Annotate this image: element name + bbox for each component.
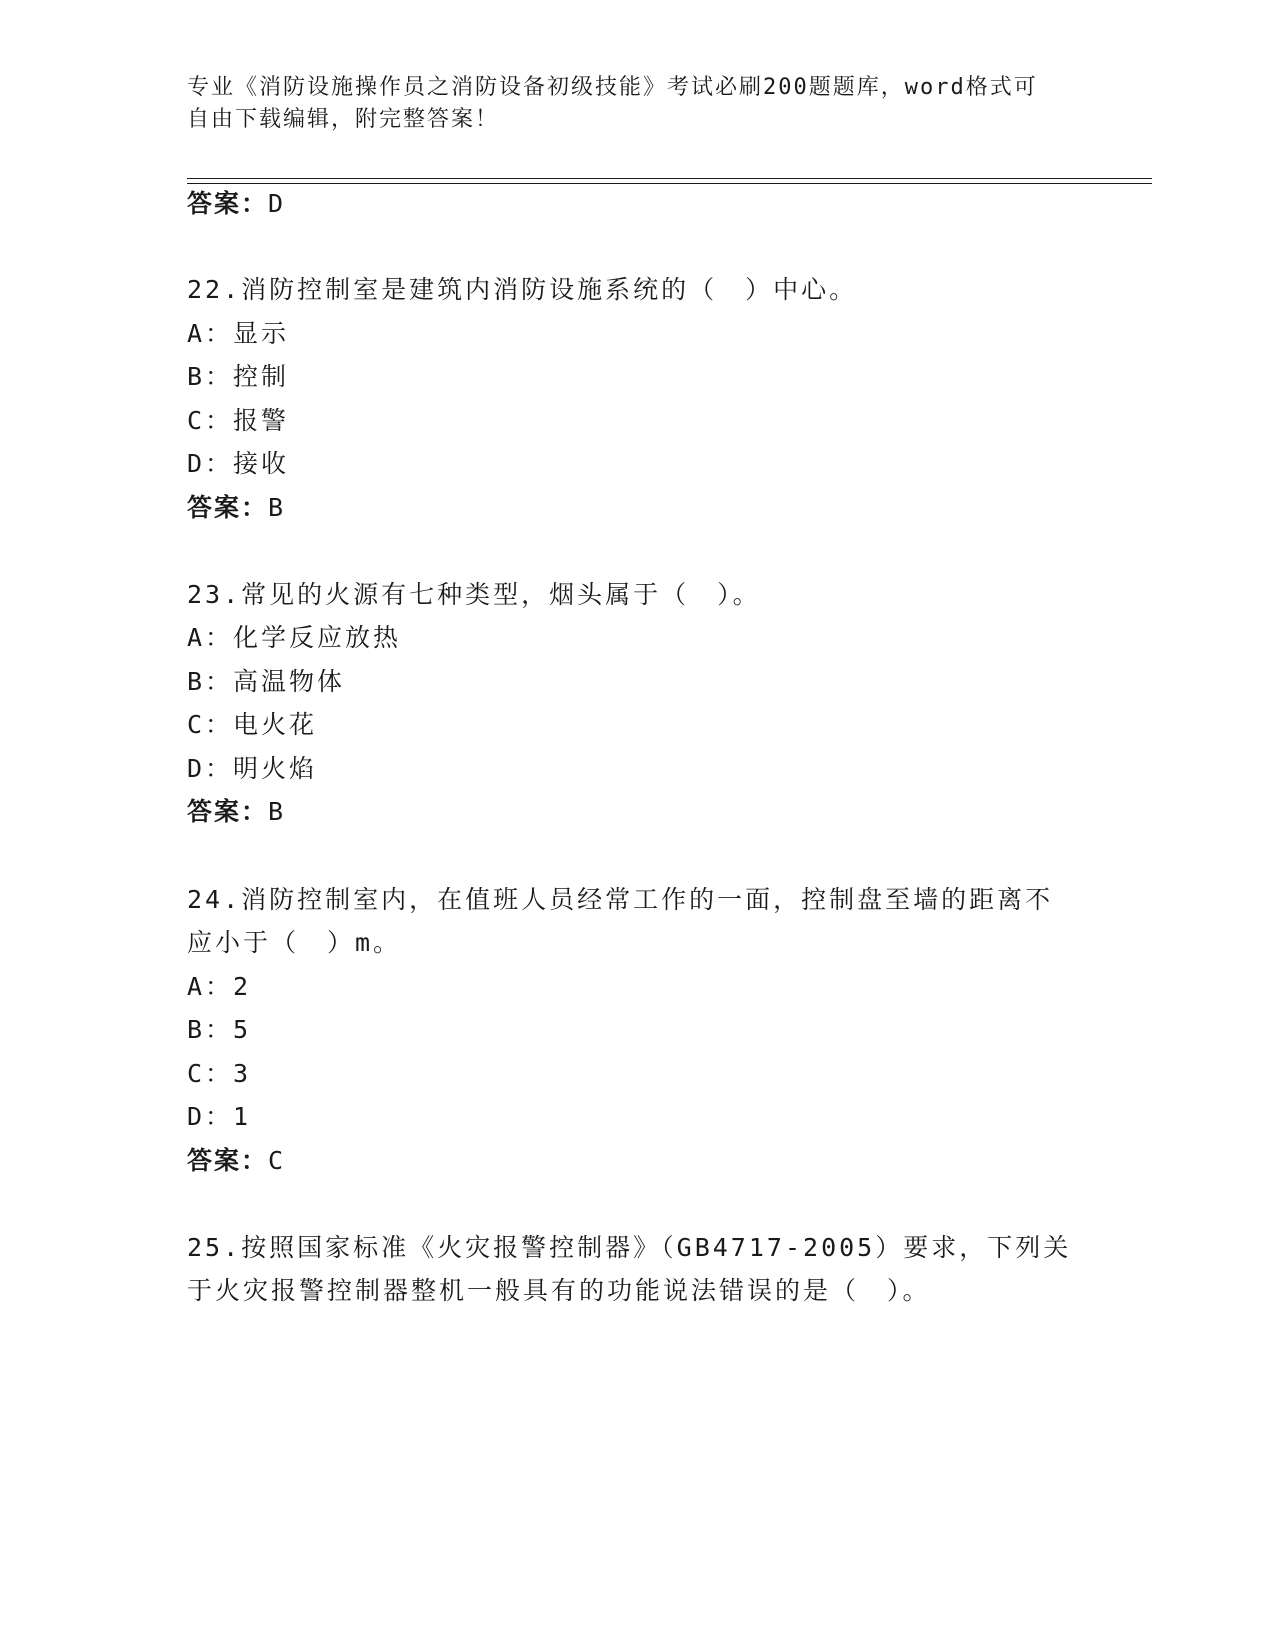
question-stem: 22.消防控制室是建筑内消防设施系统的（ ）中心。 — [187, 275, 858, 304]
answer-line — [187, 1145, 285, 1177]
question-stem-continued: 于火灾报警控制器整机一般具有的功能说法错误的是（ ）。 — [187, 1276, 931, 1305]
question-stem-continued: 应小于（ ）m。 — [187, 928, 402, 957]
option-a: A：化学反应放热 — [187, 623, 402, 652]
answer-label: 答案： — [187, 189, 269, 218]
option-d: D：1 — [187, 1102, 252, 1131]
question-stem: 23.常见的火源有七种类型，烟头属于（ ）。 — [187, 580, 761, 609]
question-stem: 25.按照国家标准《火灾报警控制器》（GB4717-2005）要求，下列关 — [187, 1233, 1072, 1262]
option-c: C：3 — [187, 1059, 252, 1088]
option-b: B：控制 — [187, 362, 290, 391]
option-b: B：高温物体 — [187, 667, 346, 696]
answer-value: C — [268, 1146, 286, 1175]
question-stem: 24.消防控制室内，在值班人员经常工作的一面，控制盘至墙的距离不 — [187, 885, 1054, 914]
answer-value: B — [268, 797, 286, 826]
option-a: A：显示 — [187, 319, 290, 348]
document-header — [187, 72, 1067, 136]
header-line-2: 自由下载编辑，附完整答案！ — [187, 107, 500, 132]
answer-label: 答案： — [187, 797, 269, 826]
option-d: D：接收 — [187, 449, 290, 478]
option-c: C：电火花 — [187, 710, 318, 739]
option-c: C：报警 — [187, 406, 290, 435]
answer-value: B — [268, 493, 286, 522]
answer-value: D — [268, 189, 286, 218]
answer-label: 答案： — [187, 1146, 269, 1175]
option-d: D：明火焰 — [187, 754, 318, 783]
option-a: A：2 — [187, 972, 252, 1001]
answer-line — [187, 188, 285, 220]
header-line-1: 专业《消防设施操作员之消防设备初级技能》考试必刷200题题库，word格式可 — [187, 75, 1038, 100]
header-divider-bottom — [187, 183, 1152, 184]
answer-label: 答案： — [187, 493, 269, 522]
answer-line — [187, 796, 285, 828]
option-b: B：5 — [187, 1015, 252, 1044]
answer-line — [187, 492, 285, 524]
header-divider-top — [187, 178, 1152, 179]
